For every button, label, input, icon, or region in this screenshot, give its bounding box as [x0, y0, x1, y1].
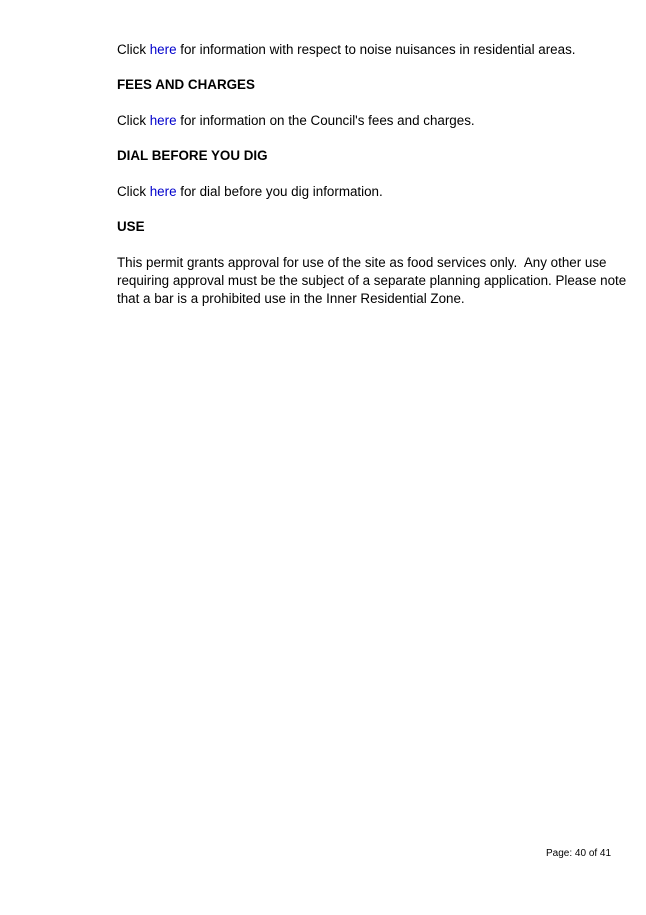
document-body	[117, 41, 627, 308]
page-number: Page: 40 of 41	[546, 848, 612, 859]
noise-nuisance-paragraph	[117, 41, 607, 59]
fees-charges-here-link[interactable]: here	[149, 113, 177, 128]
paragraph-suffix: for information on the Council's fees and charges.	[176, 113, 475, 128]
fees-charges-paragraph	[117, 112, 607, 130]
use-paragraph	[117, 254, 627, 308]
paragraph-prefix: Click	[117, 113, 150, 128]
spacer	[117, 94, 607, 112]
fees-and-charges-heading: FEES AND CHARGES	[117, 77, 255, 92]
spacer	[117, 59, 607, 76]
noise-nuisance-here-link[interactable]: here	[149, 42, 177, 57]
dial-before-you-dig-paragraph	[117, 183, 607, 201]
spacer	[117, 130, 607, 147]
use-paragraph-line: requiring approval must be the subject of a separate planning application. Please note	[117, 273, 627, 288]
use-heading: USE	[117, 219, 145, 234]
spacer	[117, 165, 607, 183]
use-paragraph-line: that a bar is a prohibited use in the Inner Residential Zone.	[117, 291, 465, 306]
paragraph-suffix: for dial before you dig information.	[176, 184, 383, 199]
spacer	[117, 201, 607, 218]
dial-before-you-dig-heading: DIAL BEFORE YOU DIG	[117, 148, 268, 163]
paragraph-prefix: Click	[117, 184, 150, 199]
use-paragraph-line: This permit grants approval for use of the site as food services only. Any other use	[117, 255, 607, 270]
dial-before-you-dig-here-link[interactable]: here	[149, 184, 177, 199]
paragraph-suffix: for information with respect to noise nuisances in residential areas.	[176, 42, 576, 57]
paragraph-prefix: Click	[117, 42, 150, 57]
spacer	[117, 236, 607, 254]
